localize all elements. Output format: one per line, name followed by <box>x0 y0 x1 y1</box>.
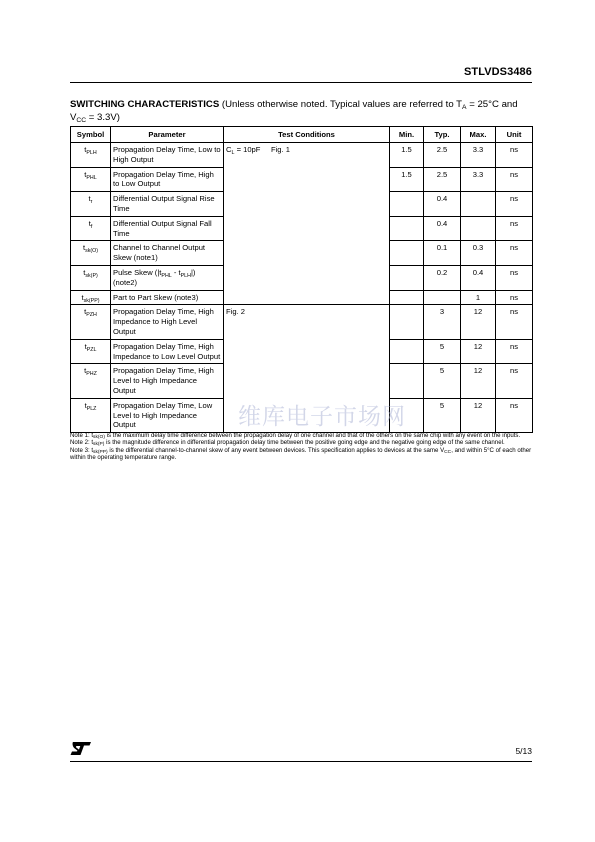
footer-rule <box>70 761 532 762</box>
table-row <box>71 143 533 168</box>
note-2 <box>70 439 532 446</box>
parameter-text: - t <box>171 267 181 277</box>
note-subscript: sk(P) <box>93 442 105 448</box>
symbol-text: t <box>84 366 87 376</box>
document-title: STLVDS3486 <box>463 66 532 78</box>
symbol-subscript: r <box>90 199 93 206</box>
parameter-cell <box>111 265 224 290</box>
typ-cell: 5 <box>424 339 461 364</box>
symbol-text: t <box>82 243 86 253</box>
symbol-subscript: PHZ <box>86 371 97 378</box>
min-cell <box>390 192 424 217</box>
unit-cell: ns <box>496 364 533 398</box>
column-header: Typ. <box>424 127 461 143</box>
unit-cell: ns <box>496 192 533 217</box>
typ-cell: 0.4 <box>424 216 461 241</box>
parameter-cell: Propagation Delay Time, High Impedance to Low Level Output <box>111 339 224 364</box>
note-subscript: sk(PP) <box>93 449 108 455</box>
min-cell <box>390 265 424 290</box>
section-heading-bold: SWITCHING CHARACTERISTICS <box>70 99 220 110</box>
column-header: Parameter <box>111 127 224 143</box>
section-heading <box>70 99 532 124</box>
test-conditions-cell <box>224 143 390 305</box>
typ-cell: 2.5 <box>424 143 461 168</box>
table-header-row <box>71 127 533 143</box>
note-text: , and within 5°C of each other within the operating temperature range. <box>70 446 532 462</box>
table-notes <box>70 432 532 462</box>
typ-cell: 0.4 <box>424 192 461 217</box>
parameter-subscript: PLH <box>180 272 191 279</box>
max-cell: 12 <box>461 305 496 339</box>
typ-cell <box>424 290 461 305</box>
switching-characteristics-table <box>70 126 533 433</box>
symbol-text: t <box>88 218 91 228</box>
note-3 <box>70 447 532 462</box>
min-cell <box>390 305 424 339</box>
symbol-cell <box>71 265 111 290</box>
section-heading-text: = 25°C and V <box>70 99 518 123</box>
section-heading-text: = 3.3V) <box>86 111 120 123</box>
parameter-text: |) (note2) <box>113 267 196 287</box>
symbol-cell <box>71 241 111 266</box>
min-cell: 1.5 <box>390 143 424 168</box>
max-cell: 12 <box>461 339 496 364</box>
max-cell: 0.4 <box>461 265 496 290</box>
max-cell: 12 <box>461 398 496 432</box>
parameter-text: Pulse Skew (|t <box>113 267 162 277</box>
min-cell <box>390 216 424 241</box>
symbol-subscript: f <box>90 223 93 230</box>
symbol-text: t <box>84 307 87 317</box>
column-header: Symbol <box>71 127 111 143</box>
test-conditions-cell: Fig. 2 <box>224 305 390 433</box>
parameter-cell: Differential Output Signal Rise Time <box>111 192 224 217</box>
st-logo-icon <box>70 741 92 756</box>
note-text: is the magnitude difference in differential propagation delay time between the positive going edge and the negative going edge of the same channel. <box>104 439 505 447</box>
symbol-cell <box>71 305 111 339</box>
column-header: Test Conditions <box>224 127 390 143</box>
parameter-cell: Propagation Delay Time, Low Level to High Impedance Output <box>111 398 224 432</box>
symbol-cell <box>71 192 111 217</box>
symbol-subscript: sk(O) <box>85 248 99 255</box>
symbol-text: t <box>84 169 87 179</box>
unit-cell: ns <box>496 241 533 266</box>
note-text: is the maximum delay time difference between the propagation delay of one channel and that of the others on the same chip with any event on the inputs. <box>104 432 521 439</box>
min-cell: 1.5 <box>390 167 424 192</box>
min-cell <box>390 290 424 305</box>
parameter-cell: Propagation Delay Time, High Impedance to High Level Output <box>111 305 224 339</box>
note-subscript: CC <box>444 449 452 455</box>
symbol-subscript: sk(PP) <box>83 297 100 304</box>
parameter-cell: Propagation Delay Time, High Level to High Impedance Output <box>111 364 224 398</box>
parameter-cell: Propagation Delay Time, Low to High Output <box>111 143 224 168</box>
symbol-cell <box>71 339 111 364</box>
heading-subscript: CC <box>76 116 87 124</box>
note-subscript: sk(O) <box>93 435 105 440</box>
typ-cell: 0.2 <box>424 265 461 290</box>
symbol-subscript: PZH <box>86 312 97 319</box>
unit-cell: ns <box>496 265 533 290</box>
symbol-text: t <box>84 341 87 351</box>
symbol-text: t <box>81 292 84 302</box>
header-rule <box>70 82 532 83</box>
typ-cell: 0.1 <box>424 241 461 266</box>
note-text: is the differential channel-to-channel skew of any event between devices. This specification applies to devices at the same V <box>107 446 445 454</box>
parameter-cell: Differential Output Signal Fall Time <box>111 216 224 241</box>
max-cell <box>461 192 496 217</box>
symbol-text: t <box>84 145 87 154</box>
unit-cell: ns <box>496 305 533 339</box>
max-cell: 3.3 <box>461 143 496 168</box>
unit-cell: ns <box>496 143 533 168</box>
symbol-subscript: PZL <box>86 346 97 353</box>
typ-cell: 5 <box>424 398 461 432</box>
st-logo-icon <box>70 741 92 761</box>
min-cell <box>390 241 424 266</box>
max-cell: 3.3 <box>461 167 496 192</box>
unit-cell: ns <box>496 398 533 432</box>
parameter-subscript: PHL <box>161 272 172 279</box>
table-row <box>71 305 533 339</box>
note-text: Note 2: t <box>70 439 94 447</box>
min-cell <box>390 339 424 364</box>
typ-cell: 2.5 <box>424 167 461 192</box>
symbol-cell <box>71 216 111 241</box>
section-heading-text: (Unless otherwise noted. Typical values are referred to T <box>219 99 463 110</box>
symbol-text: t <box>83 267 86 277</box>
unit-cell: ns <box>496 290 533 305</box>
condition-text: = 10pF Fig. 1 <box>234 145 290 154</box>
max-cell: 0.3 <box>461 241 496 266</box>
parameter-cell: Part to Part Skew (note3) <box>111 290 224 305</box>
column-header: Max. <box>461 127 496 143</box>
max-cell <box>461 216 496 241</box>
min-cell <box>390 364 424 398</box>
heading-subscript: A <box>462 104 467 111</box>
symbol-text: t <box>88 194 91 204</box>
symbol-subscript: PHL <box>86 174 97 181</box>
column-header: Unit <box>496 127 533 143</box>
parameter-cell: Propagation Delay Time, High to Low Output <box>111 167 224 192</box>
parameter-cell: Channel to Channel Output Skew (note1) <box>111 241 224 266</box>
max-cell: 12 <box>461 364 496 398</box>
unit-cell: ns <box>496 167 533 192</box>
condition-subscript: L <box>231 150 235 156</box>
column-header: Min. <box>390 127 424 143</box>
symbol-subscript: PLH <box>86 150 97 156</box>
note-1 <box>70 432 532 439</box>
typ-cell: 5 <box>424 364 461 398</box>
max-cell: 1 <box>461 290 496 305</box>
symbol-cell <box>71 398 111 432</box>
symbol-subscript: PLZ <box>86 405 97 412</box>
symbol-cell <box>71 143 111 168</box>
typ-cell: 3 <box>424 305 461 339</box>
symbol-subscript: sk(P) <box>85 272 98 279</box>
symbol-cell <box>71 167 111 192</box>
unit-cell: ns <box>496 339 533 364</box>
symbol-cell <box>71 290 111 305</box>
note-text: Note 1: t <box>70 432 94 439</box>
condition-text: C <box>226 145 232 154</box>
page-number: 5/13 <box>515 746 532 756</box>
watermark: 维库电子市场网 <box>238 404 406 430</box>
symbol-cell <box>71 364 111 398</box>
min-cell <box>390 398 424 432</box>
symbol-text: t <box>84 400 87 410</box>
unit-cell: ns <box>496 216 533 241</box>
note-text: Note 3: t <box>70 446 94 454</box>
